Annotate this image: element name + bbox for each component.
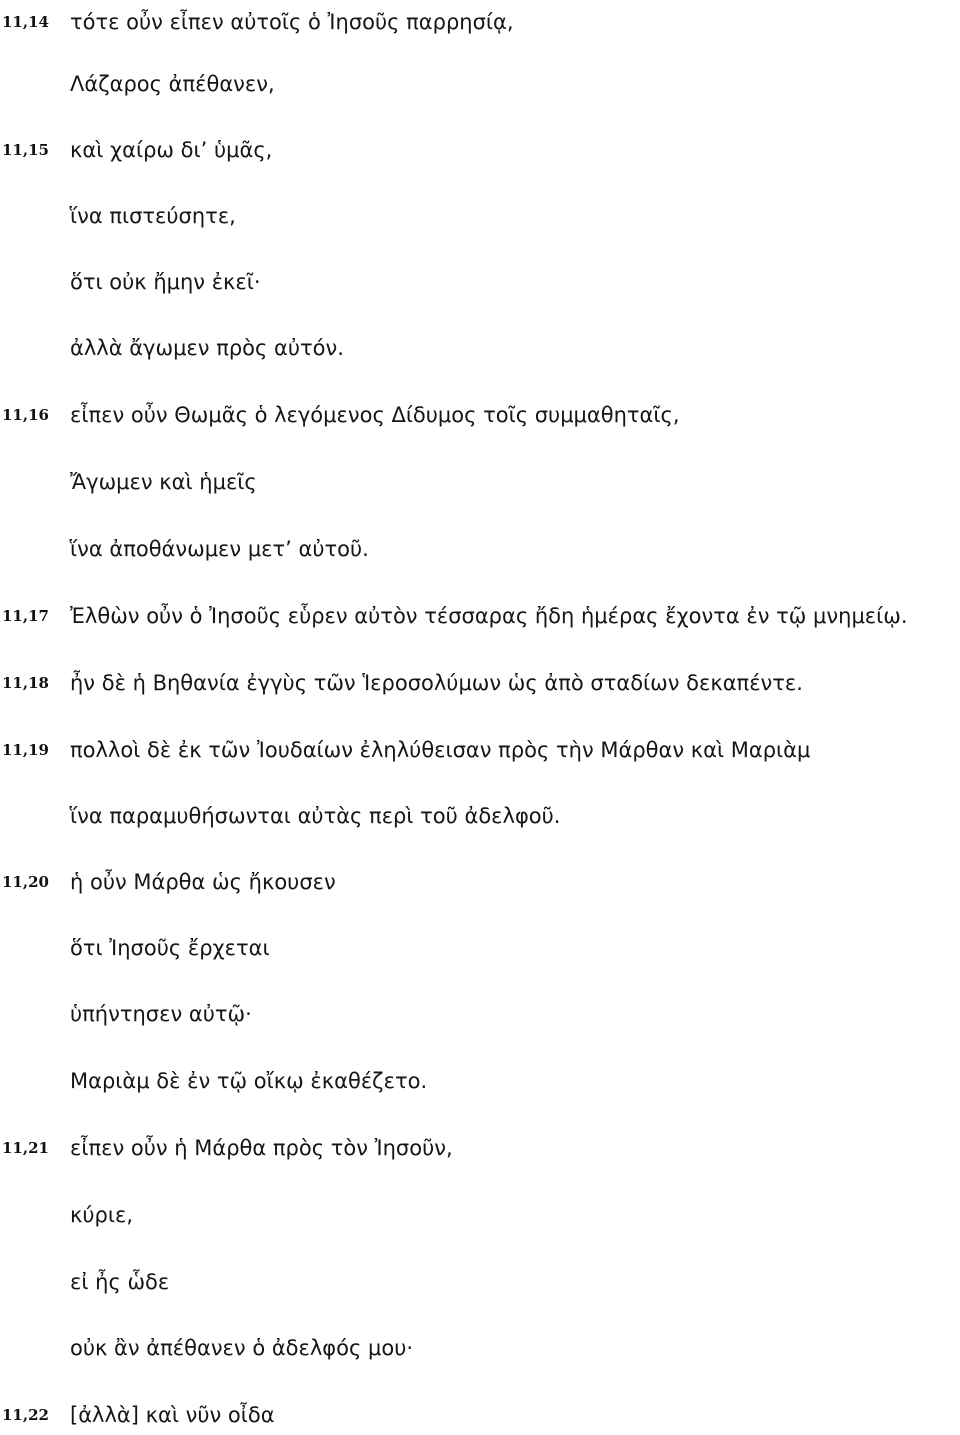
verse-number: 11,15: [2, 141, 49, 159]
line-text: τότε οὖν εἶπεν αὐτοῖς ὁ Ἰησοῦς παρρησίᾳ,: [70, 10, 514, 34]
text-line: [0, 928, 960, 968]
text-line: [0, 1128, 960, 1168]
verse-number: 11,19: [2, 741, 49, 759]
text-line: [0, 1262, 960, 1302]
line-text: Ἄγωμεν καὶ ἡμεῖς: [70, 470, 257, 494]
verse-number: 11,20: [2, 873, 49, 891]
text-line: [0, 1195, 960, 1235]
text-line: [0, 1061, 960, 1101]
verse-number: 11,16: [2, 406, 49, 424]
text-line: [0, 64, 960, 104]
verse-number: 11,22: [2, 1406, 49, 1424]
line-text: ἵνα ἀποθάνωμεν μετ’ αὐτοῦ.: [70, 537, 369, 561]
text-line: [0, 262, 960, 302]
text-line: [0, 1328, 960, 1368]
text-line: [0, 529, 960, 569]
verse-number: 11,17: [2, 607, 49, 625]
line-text: Μαριὰμ δὲ ἐν τῷ οἴκῳ ἐκαθέζετο.: [70, 1069, 428, 1093]
text-line: [0, 596, 960, 636]
text-line: [0, 663, 960, 703]
line-text: ἵνα πιστεύσητε,: [70, 204, 236, 228]
line-text: [ἀλλὰ] καὶ νῦν οἶδα: [70, 1403, 275, 1427]
line-text: ὅτι οὐκ ἤμην ἐκεῖ·: [70, 270, 261, 294]
line-text: οὐκ ἂν ἀπέθανεν ὁ ἀδελφός μου·: [70, 1336, 414, 1360]
text-line: [0, 328, 960, 368]
line-text: ὑπήντησεν αὐτῷ·: [70, 1002, 252, 1026]
line-text: κύριε,: [70, 1203, 133, 1227]
line-text: εἶπεν οὖν Θωμᾶς ὁ λεγόμενος Δίδυμος τοῖς συμμαθηταῖς,: [70, 403, 680, 427]
text-line: [0, 994, 960, 1034]
line-text: εἶπεν οὖν ἡ Μάρθα πρὸς τὸν Ἰησοῦν,: [70, 1136, 453, 1160]
line-text: ἀλλὰ ἄγωμεν πρὸς αὐτόν.: [70, 336, 344, 360]
line-text: εἰ ἦς ὧδε: [70, 1270, 170, 1294]
text-line: [0, 196, 960, 236]
text-line: [0, 862, 960, 902]
text-line: [0, 395, 960, 435]
line-text: καὶ χαίρω δι’ ὑμᾶς,: [70, 138, 273, 162]
line-text: πολλοὶ δὲ ἐκ τῶν Ἰουδαίων ἐληλύθεισαν πρὸς τὴν Μάρθαν καὶ Μαριὰμ: [70, 738, 811, 762]
text-line: [0, 796, 960, 836]
text-line: [0, 462, 960, 502]
text-line: [0, 730, 960, 770]
line-text: ὅτι Ἰησοῦς ἔρχεται: [70, 936, 270, 960]
line-text: ἡ οὖν Μάρθα ὡς ἤκουσεν: [70, 870, 336, 894]
verse-number: 11,18: [2, 674, 49, 692]
text-line: [0, 1395, 960, 1435]
line-text: Ἐλθὼν οὖν ὁ Ἰησοῦς εὗρεν αὐτὸν τέσσαρας ἤδη ἡμέρας ἔχοντα ἐν τῷ μνημείῳ.: [70, 604, 908, 628]
line-text: ἦν δὲ ἡ Βηθανία ἐγγὺς τῶν Ἱεροσολύμων ὡς ἀπὸ σταδίων δεκαπέντε.: [70, 671, 803, 695]
text-line: [0, 2, 960, 42]
verse-number: 11,14: [2, 13, 49, 31]
verse-number: 11,21: [2, 1139, 49, 1157]
text-line: [0, 130, 960, 170]
line-text: Λάζαρος ἀπέθανεν,: [70, 72, 275, 96]
line-text: ἵνα παραμυθήσωνται αὐτὰς περὶ τοῦ ἀδελφοῦ.: [70, 804, 561, 828]
